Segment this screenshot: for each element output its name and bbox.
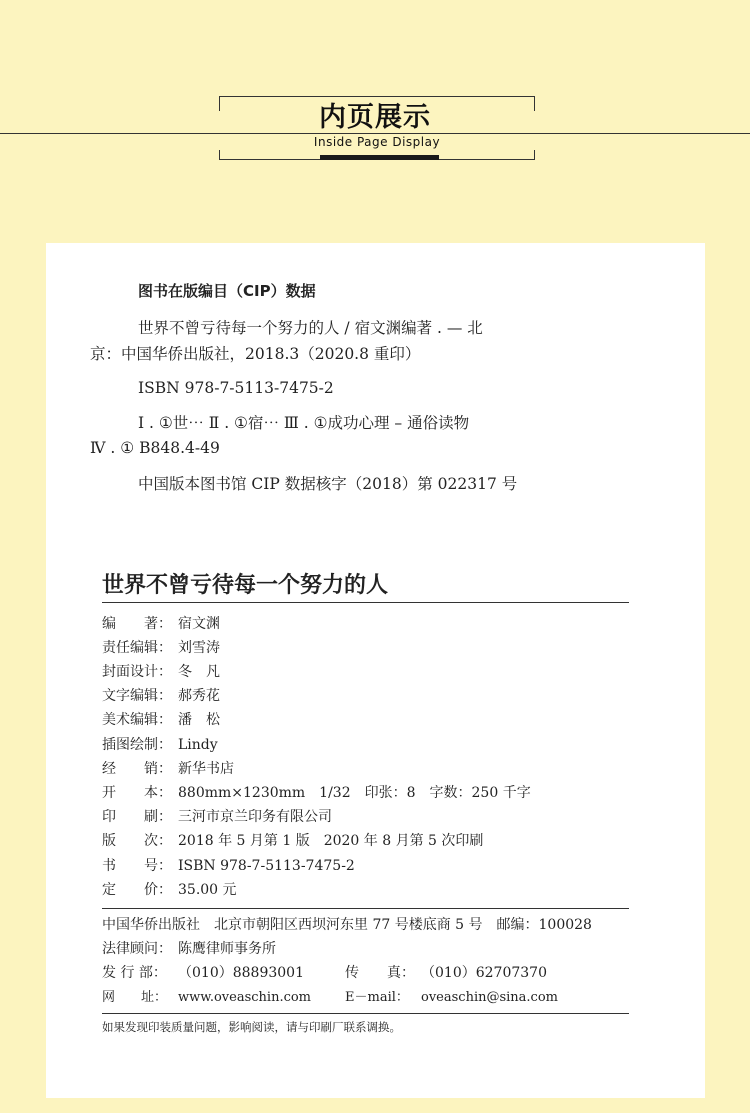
info-label: 经 销： xyxy=(102,761,172,777)
info-row xyxy=(102,710,220,730)
sales-label: 发 行 部： xyxy=(102,965,167,981)
publisher-address: 中国华侨出版社 北京市朝阳区西坝河东里 77 号楼底商 5 号 邮编：100028 xyxy=(102,917,592,933)
info-row xyxy=(102,662,220,682)
sales-row xyxy=(102,963,304,983)
info-value: 2018 年 5 月第 1 版 2020 年 8 月第 5 次印刷 xyxy=(178,833,484,849)
header-accent-bar xyxy=(320,155,439,160)
info-label: 责任编辑： xyxy=(102,640,172,656)
info-label: 开 本： xyxy=(102,785,172,801)
quality-notice: 如果发现印装质量问题，影响阅读，请与印刷厂联系调换。 xyxy=(102,1020,401,1034)
legal-value: 陈鹰律师事务所 xyxy=(178,941,276,957)
section-subtitle: Inside Page Display xyxy=(219,134,535,150)
info-value: 潘 松 xyxy=(178,712,220,728)
info-row xyxy=(102,856,355,876)
info-row xyxy=(102,807,332,827)
info-value: 三河市京兰印务有限公司 xyxy=(178,809,332,825)
info-label: 版 次： xyxy=(102,833,172,849)
web-url: www.oveaschin.com xyxy=(178,990,312,1005)
email-row xyxy=(345,988,558,1008)
sales-phone: （010）88893001 xyxy=(178,965,304,981)
info-row xyxy=(102,686,220,706)
info-row xyxy=(102,880,237,900)
book-title: 世界不曾亏待每一个努力的人 xyxy=(102,572,389,598)
info-label: 印 刷： xyxy=(102,809,172,825)
email-address: oveaschin@sina.com xyxy=(421,990,558,1005)
email-label: E－mail： xyxy=(345,990,409,1005)
info-value: 新华书店 xyxy=(178,761,234,777)
info-label: 插图绘制： xyxy=(102,737,172,753)
info-row xyxy=(102,614,220,634)
info-label: 定 价： xyxy=(102,882,172,898)
info-label: 编 著： xyxy=(102,616,172,632)
legal-row xyxy=(102,939,276,959)
info-value: 宿文渊 xyxy=(178,616,220,632)
fax-label: 传 真： xyxy=(345,965,415,981)
section-title: 内页展示 xyxy=(319,102,431,133)
cip-isbn: ISBN 978-7-5113-7475-2 xyxy=(138,379,334,397)
info-row xyxy=(102,638,220,658)
title-rule xyxy=(102,602,629,603)
info-row xyxy=(102,735,218,755)
publisher-rule-top xyxy=(102,908,629,909)
cip-line-2: 京：中国华侨出版社，2018.3（2020.8 重印） xyxy=(90,345,421,363)
fax-row xyxy=(345,963,547,983)
cip-heading: 图书在版编目（CIP）数据 xyxy=(138,282,316,300)
info-value: Lindy xyxy=(178,737,218,753)
info-row xyxy=(102,783,531,803)
copyright-page xyxy=(46,243,705,1098)
legal-label: 法律顾问： xyxy=(102,941,172,957)
web-row xyxy=(102,988,311,1008)
info-label: 美术编辑： xyxy=(102,712,172,728)
info-label: 书 号： xyxy=(102,858,172,874)
cip-number: 中国版本图书馆 CIP 数据核字（2018）第 022317 号 xyxy=(138,475,518,493)
info-value: 冬 凡 xyxy=(178,664,220,680)
info-label: 封面设计： xyxy=(102,664,172,680)
info-value: 880mm×1230mm 1/32 印张：8 字数：250 千字 xyxy=(178,785,531,801)
web-label: 网 址： xyxy=(102,990,168,1005)
info-value: 35.00 元 xyxy=(178,882,237,898)
info-row xyxy=(102,759,234,779)
info-value: 郝秀花 xyxy=(178,688,220,704)
info-row xyxy=(102,831,483,851)
publisher-rule-bottom xyxy=(102,1013,629,1014)
fax-number: （010）62707370 xyxy=(421,965,547,981)
cip-class-1: Ⅰ . ①世⋯ Ⅱ . ①宿⋯ Ⅲ . ①成功心理 – 通俗读物 xyxy=(138,414,470,432)
info-value: 刘雪涛 xyxy=(178,640,220,656)
cip-line-1: 世界不曾亏待每一个努力的人 / 宿文渊编著 . — 北 xyxy=(138,319,483,337)
info-label: 文字编辑： xyxy=(102,688,172,704)
cip-class-2: Ⅳ . ① B848.4-49 xyxy=(90,439,220,457)
info-value: ISBN 978-7-5113-7475-2 xyxy=(178,858,355,874)
